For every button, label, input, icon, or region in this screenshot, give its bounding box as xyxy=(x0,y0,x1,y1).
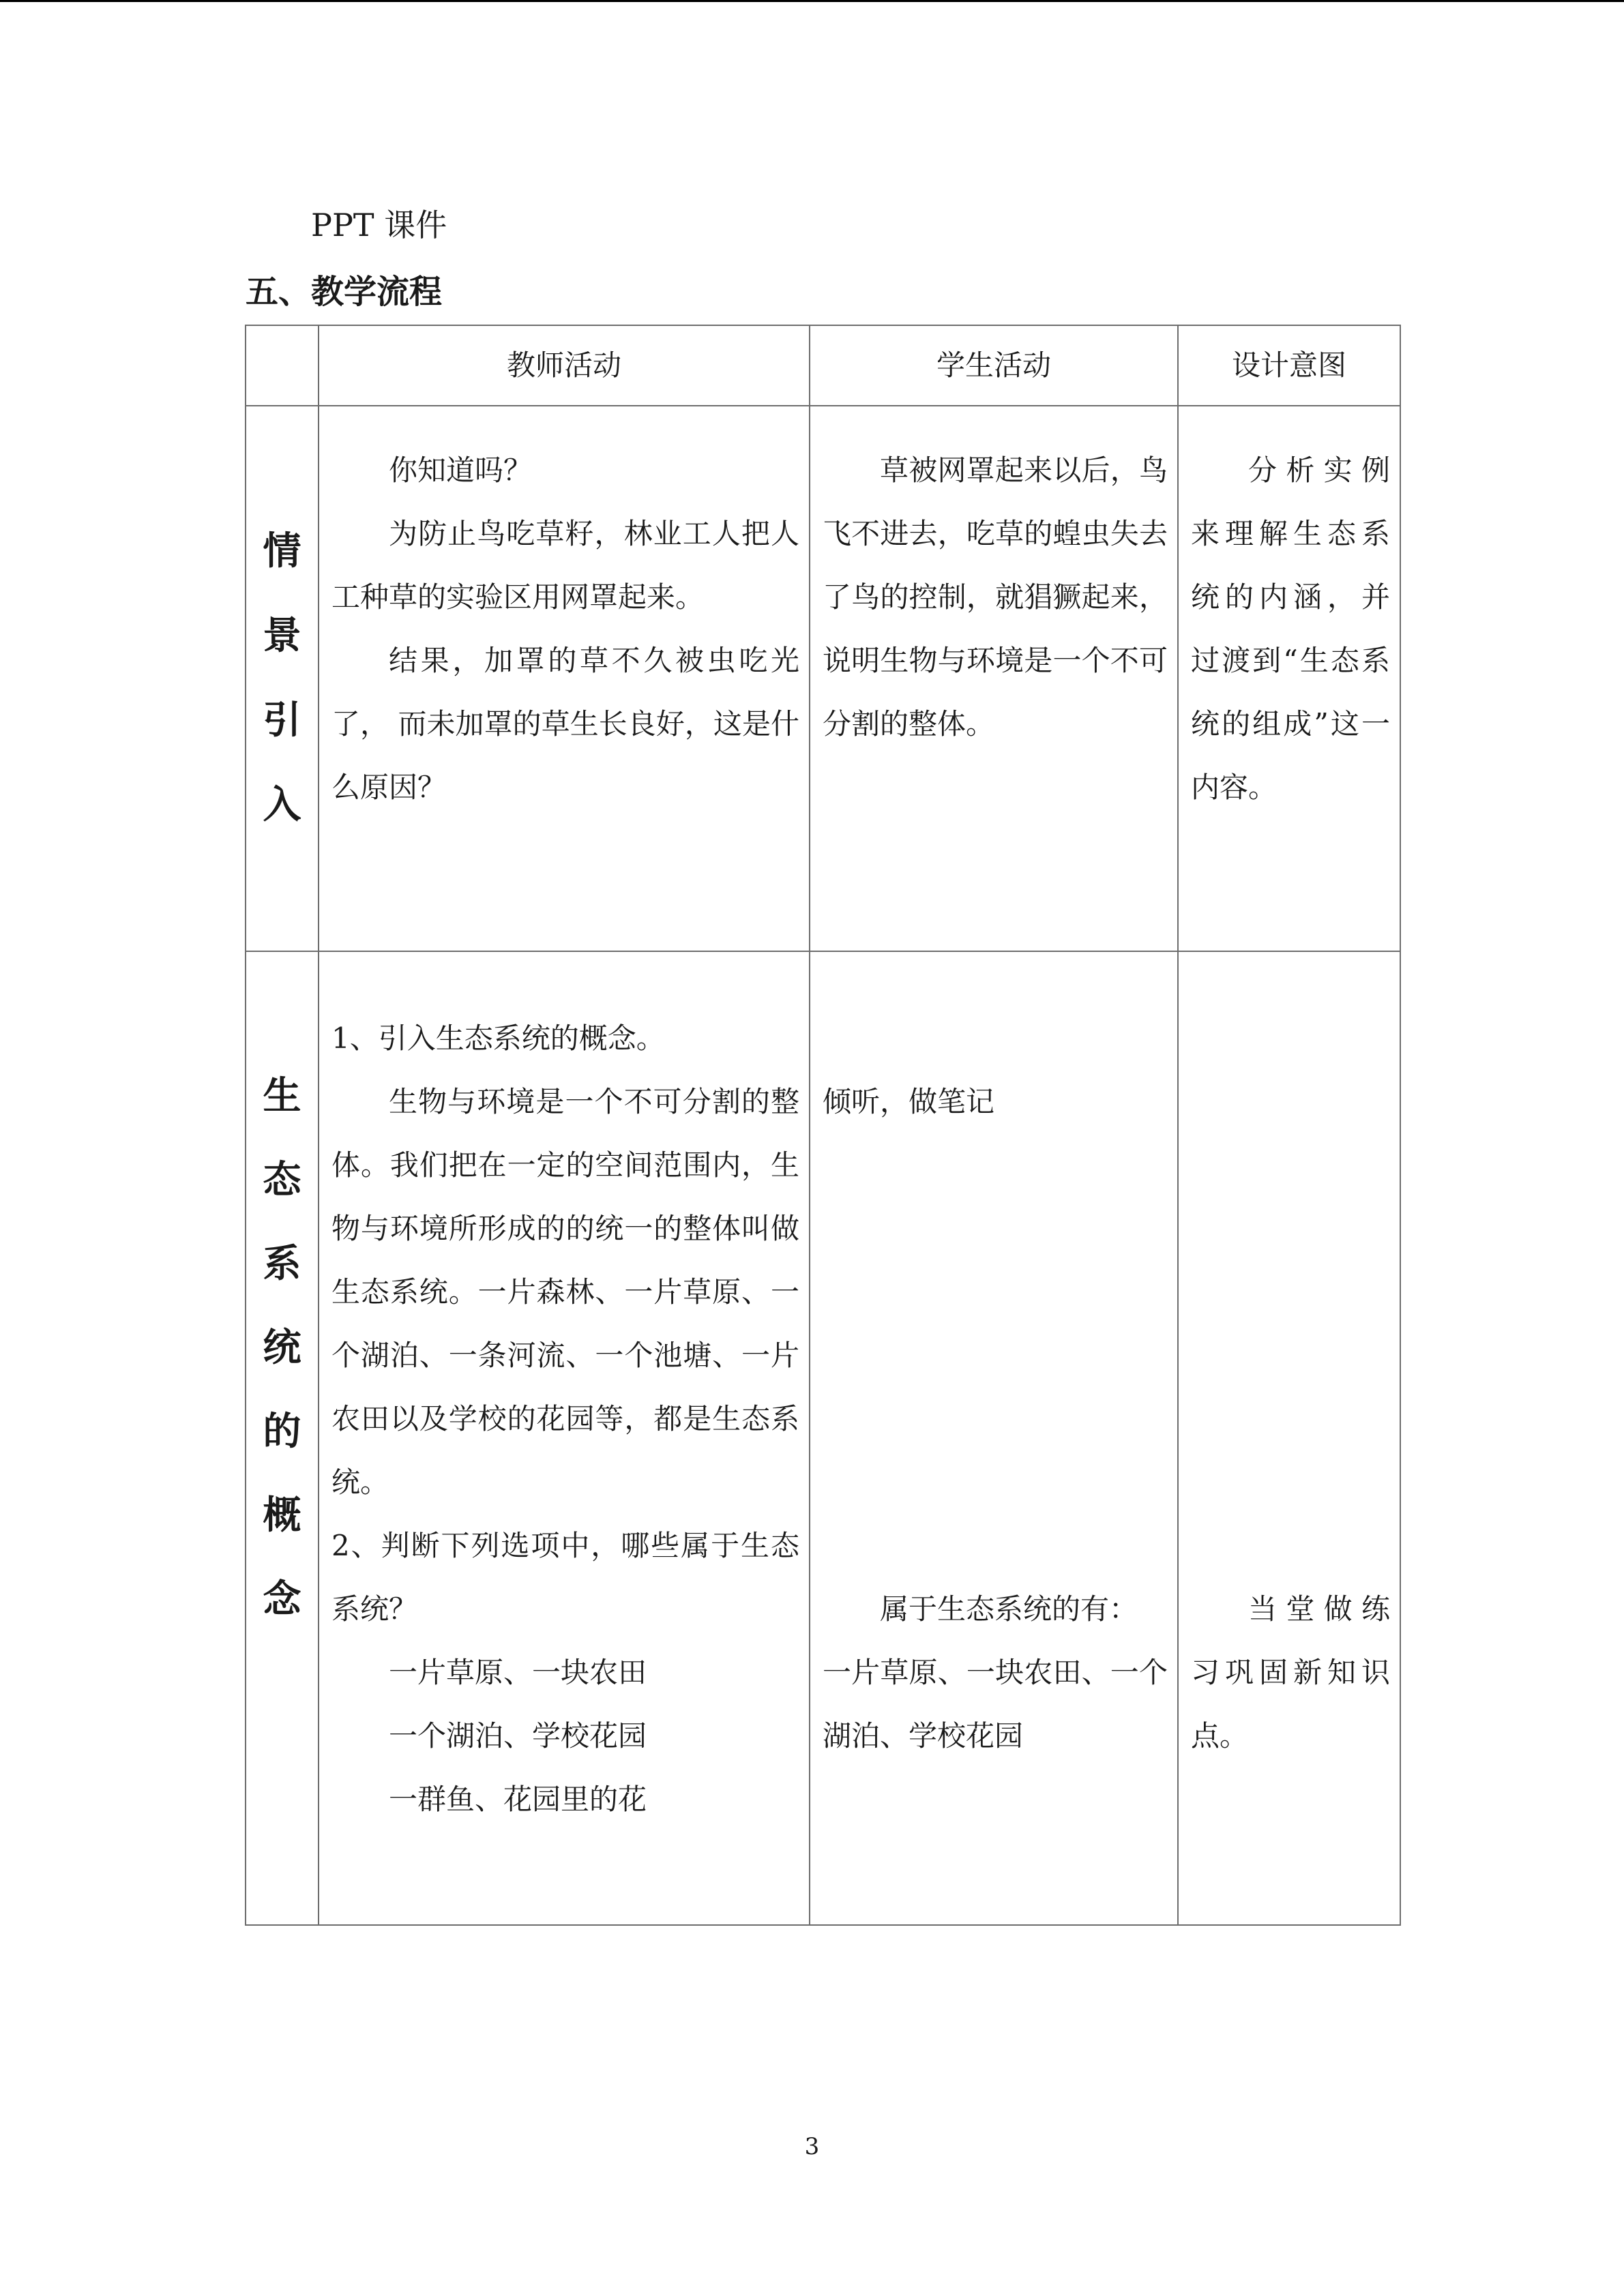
teacher-heading-exercise: 2、判断下列选项中，哪些属于生态系统？ xyxy=(331,1529,799,1626)
student-paragraph: 草被网罩起来以后，鸟飞不进去，吃草的蝗虫失去了鸟的控制，就猖獗起来，说明生物与环境是一个不可分割的整体。 xyxy=(823,453,1168,741)
table-row xyxy=(246,406,1400,951)
section-title: 五、教学流程 xyxy=(246,273,443,311)
student-answer: 一片草原、一块农田、一个湖泊、学校花园 xyxy=(823,1656,1168,1753)
table-row xyxy=(246,951,1400,1925)
student-note: 倾听，做笔记 xyxy=(823,1085,995,1118)
exercise-option: 一群鱼、花园里的花 xyxy=(389,1783,647,1816)
teacher-heading-concept: 1、引入生态系统的概念。 xyxy=(331,1022,665,1055)
exercise-option: 一片草原、一块农田 xyxy=(389,1656,647,1689)
teacher-activity-cell xyxy=(319,951,810,1925)
design-paragraph: 分析实例来理解生态系统的内涵，并过渡到“生态系统的组成”这一内容。 xyxy=(1191,453,1390,804)
header-design-intent: 设计意图 xyxy=(1178,325,1400,406)
design-paragraph: 当堂做练习巩固新知识点。 xyxy=(1191,1592,1390,1753)
header-stage xyxy=(246,325,319,406)
table-header-row xyxy=(246,325,1400,406)
teacher-paragraph-definition: 生物与环境是一个不可分割的整体。我们把在一定的空间范围内，生物与环境所形成的的统一的整体叫做生态系统。一片森林、一片草原、一个湖泊、一条河流、一个池塘、一片农田以及学校的花园等，都是生态系统。 xyxy=(331,1085,799,1499)
stage-label-ecosystem-concept: 生 态 系 统 的 概 念 xyxy=(246,951,319,1925)
stage-label-scenario-intro: 情 景 引 入 xyxy=(246,406,319,951)
materials-line: PPT 课件 xyxy=(311,207,447,243)
design-intent-cell xyxy=(1178,951,1400,1925)
header-student-activity: 学生活动 xyxy=(810,325,1178,406)
teacher-question: 你知道吗？ xyxy=(389,453,533,487)
teacher-paragraph: 结果，加罩的草不久被虫吃光了， 而未加罩的草生长良好，这是什么原因？ xyxy=(331,644,799,804)
page-number: 3 xyxy=(804,2133,820,2160)
header-teacher-activity: 教师活动 xyxy=(319,325,810,406)
teacher-paragraph: 为防止鸟吃草籽，林业工人把人工种草的实验区用网罩起来。 xyxy=(331,517,799,614)
teaching-flow-table xyxy=(245,325,1401,1926)
student-activity-cell xyxy=(810,951,1178,1925)
teacher-activity-cell xyxy=(319,406,810,951)
exercise-option: 一个湖泊、学校花园 xyxy=(389,1719,647,1753)
student-activity-cell xyxy=(810,406,1178,951)
design-intent-cell xyxy=(1178,406,1400,951)
student-answer-intro: 属于生态系统的有： xyxy=(880,1592,1138,1626)
page-top-border xyxy=(0,0,1624,2)
